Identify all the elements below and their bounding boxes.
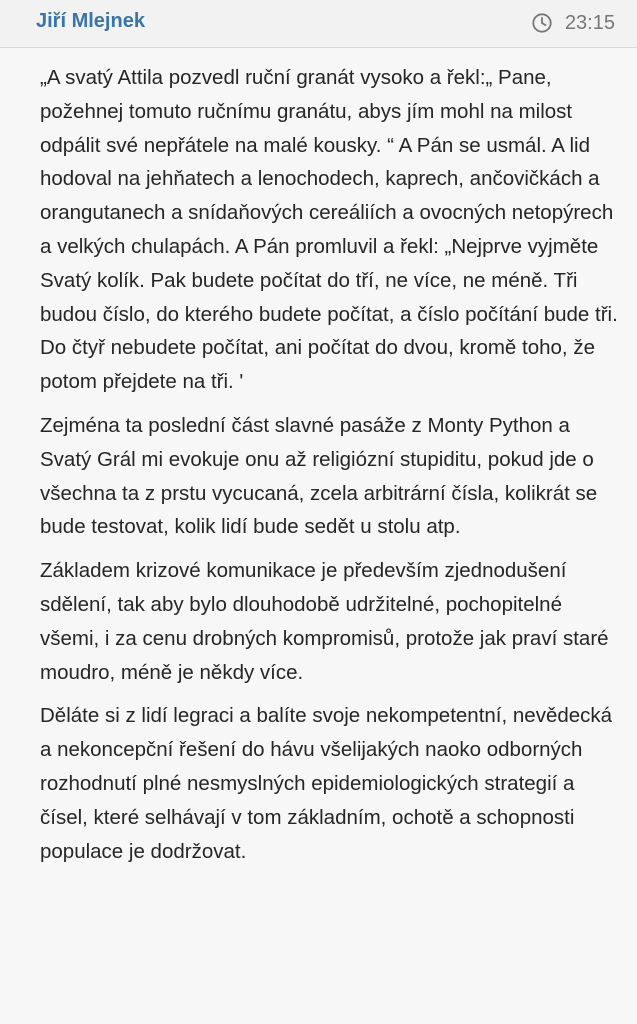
post-timestamp <box>531 9 615 37</box>
post-time: 23:15 <box>564 11 615 34</box>
author-name[interactable]: Jiří Mlejnek <box>36 10 145 32</box>
post-paragraph: Zejména ta poslední část slavné pasáže z Monty Python a Svatý Grál mi evokuje onu až religiózní stupiditu, pokud jde o všechna ta z prstu vycucaná, zcela arbitrární čísla, kolikrát se bude testovat, kolik lidí bude sedět u stolu atp. <box>40 413 598 539</box>
post-content <box>40 61 620 878</box>
post-paragraph: „A svatý Attila pozvedl ruční granát vysoko a řekl:„ Pane, požehnej tomuto ručnímu granátu, abys jím mohl na milost odpálit své nepřátele na malé kousky. “ A Pán se usmál. A lid hodoval na jehňatech a lenochodech, kaprech, ančovičkách a orangutanech a snídaňových cereáliích a ovocných netopýrech a velkých chulapách. A Pán promluvil a řekl: „Nejprve vyjměte Svatý kolík. Pak budete počítat do tří, ne více, ne méně. Tři budou číslo, do kterého budete počítat, a číslo počítání bude tři. Do čtyř nebudete počítat, ani počítat do dvou, kromě toho, že potom přejdete na tři. ' <box>40 66 618 394</box>
post-header <box>0 0 637 48</box>
post-paragraph: Základem krizové komunikace je především zjednodušení sdělení, tak aby bylo dlouhodobě udržitelné, pochopitelné všemi, i za cenu drobných kompromisů, protože jak praví staré moudro, méně je někdy více. <box>40 559 609 684</box>
clock-icon <box>531 12 553 34</box>
post-paragraph: Děláte si z lidí legraci a balíte svoje nekompetentní, nevědecká a nekoncepční řešení do hávu všelijakých naoko odborných rozhodnutí plné nesmyslných epidemiologických strategií a čísel, které selhávají v tom základním, ochotě a schopnosti populace je dodržovat. <box>40 704 613 863</box>
post-body <box>0 48 637 1024</box>
